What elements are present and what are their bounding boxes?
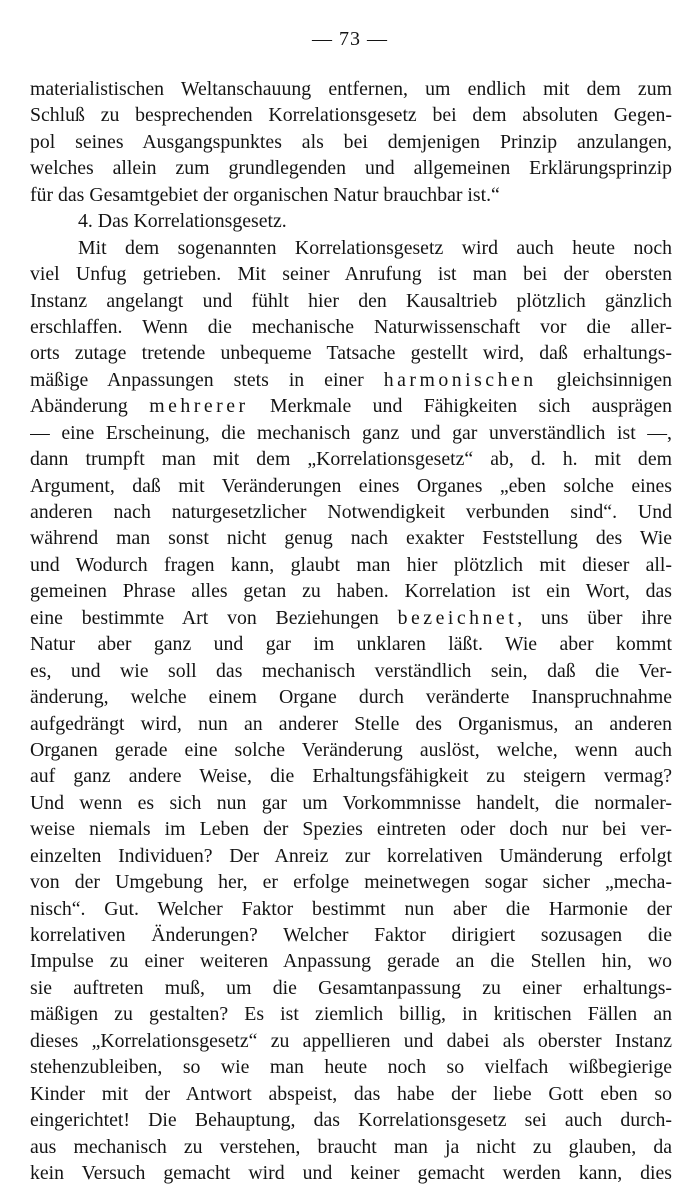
text-line: Mit dem sogenannten Korrelationsgesetz wird auch heute noch <box>78 236 672 259</box>
text-line: weise niemals im Leben der Spezies eintreten oder doch nur bei ver- <box>30 818 672 841</box>
text-line: 4. Das Korrelationsgesetz. <box>78 210 287 233</box>
text-line: welches allein zum grundlegenden und allgemeinen Erklärungsprinzip <box>30 157 672 180</box>
text-line: korrelativen Änderungen? Welcher Faktor dirigiert sozusagen die <box>30 924 672 946</box>
text-line: während man sonst nicht genug nach exakter Feststellung des Wie <box>30 527 672 550</box>
text-line: Impulse zu einer weiteren Anpassung gerade an die Stellen hin, wo <box>30 950 672 973</box>
emphasized-word: bezeichnet <box>397 606 518 629</box>
text-line: gemeinen Phrase alles getan zu haben. Korrelation ist ein Wort, das <box>30 580 672 603</box>
text-line: es, und wie soll das mechanisch verständlich sein, daß die Ver- <box>30 659 672 682</box>
text-line: Instanz angelangt und fühlt hier den Kausaltrieb plötzlich gänzlich <box>30 289 672 312</box>
text-line: materialistischen Weltanschauung entfernen, um endlich mit dem zum <box>30 78 672 100</box>
text-line: mäßige Anpassungen stets in einer harmonischen gleichsinnigen <box>30 368 672 391</box>
text-line: dieses „Korrelationsgesetz“ zu appellieren und dabei als oberster Instanz <box>30 1029 672 1052</box>
text-line: — eine Erscheinung, die mechanisch ganz und gar unverständlich ist —, <box>30 421 672 444</box>
text-line: änderung, welche einem Organe durch veränderte Inanspruchnahme <box>30 686 672 709</box>
text-line: sie auftreten muß, um die Gesamtanpassung zu einer erhaltungs- <box>30 976 672 999</box>
text-line: kein Versuch gemacht wird und keiner gemacht werden kann, dies <box>30 1161 672 1184</box>
text-line: nisch“. Gut. Welcher Faktor bestimmt nun aber die Harmonie der <box>30 897 672 920</box>
text-line: eingerichtet! Die Behauptung, das Korrelationsgesetz sei auch durch- <box>30 1109 672 1132</box>
text-line: Organen gerade eine solche Veränderung auslöst, welche, wenn auch <box>30 738 672 761</box>
text-line: Abänderung mehrerer Merkmale und Fähigkeiten sich ausprägen <box>30 395 672 418</box>
text-line: Argument, daß mit Veränderungen eines Organes „eben solche eines <box>30 474 672 497</box>
text-line: Kinder mit der Antwort abspeist, das habe der liebe Gott eben so <box>30 1082 672 1105</box>
text-line: viel Unfug getrieben. Mit seiner Anrufung ist man bei der obersten <box>30 263 672 286</box>
text-line: und Wodurch fragen kann, glaubt man hier plötzlich mit dieser all- <box>30 553 672 576</box>
text-line: Schluß zu besprechenden Korrelationsgesetz bei dem absoluten Gegen- <box>30 104 672 127</box>
text-line: Natur aber ganz und gar im unklaren läßt. Wie aber kommt <box>30 633 672 656</box>
text-line: auf ganz andere Weise, die Erhaltungsfähigkeit zu steigern vermag? <box>30 765 672 788</box>
text-line: aufgedrängt wird, nun an anderer Stelle des Organismus, an anderen <box>30 712 672 735</box>
body-text <box>30 76 672 1186</box>
emphasized-word: mehrerer <box>149 395 249 418</box>
page-number: — 73 — <box>312 28 388 50</box>
text-line: aus mechanisch zu verstehen, braucht man ja nicht zu glauben, da <box>30 1135 672 1158</box>
text-line: erschlaffen. Wenn die mechanische Naturwissenschaft vor die aller- <box>30 315 672 338</box>
text-line: mäßigen zu gestalten? Es ist ziemlich billig, in kritischen Fällen an <box>30 1003 672 1026</box>
text-line: für das Gesamtgebiet der organischen Natur brauchbar ist.“ <box>30 183 500 206</box>
text-line: von der Umgebung her, er erfolge meinetwegen sogar sicher „mecha- <box>30 871 672 894</box>
emphasized-word: harmonischen <box>383 368 537 391</box>
text-line: dann trumpft man mit dem „Korrelationsgesetz“ ab, d. h. mit dem <box>30 448 672 471</box>
text-line: einzelten Individuen? Der Anreiz zur korrelativen Umänderung erfolgt <box>30 844 672 867</box>
text-line: Und wenn es sich nun gar um Vorkommnisse handelt, die normaler- <box>30 791 672 814</box>
text-line: pol seines Ausgangspunktes als bei demjenigen Prinzip anzulangen, <box>30 130 672 153</box>
text-line: eine bestimmte Art von Beziehungen bezeichnet, uns über ihre <box>30 606 672 629</box>
text-line: stehenzubleiben, so wie man heute noch so vielfach wißbegierige <box>30 1056 672 1079</box>
text-line: orts zutage tretende unbequeme Tatsache gestellt wird, daß erhaltungs- <box>30 342 672 365</box>
text-line: anderen nach naturgesetzlicher Notwendigkeit verbunden sind“. Und <box>30 501 672 523</box>
